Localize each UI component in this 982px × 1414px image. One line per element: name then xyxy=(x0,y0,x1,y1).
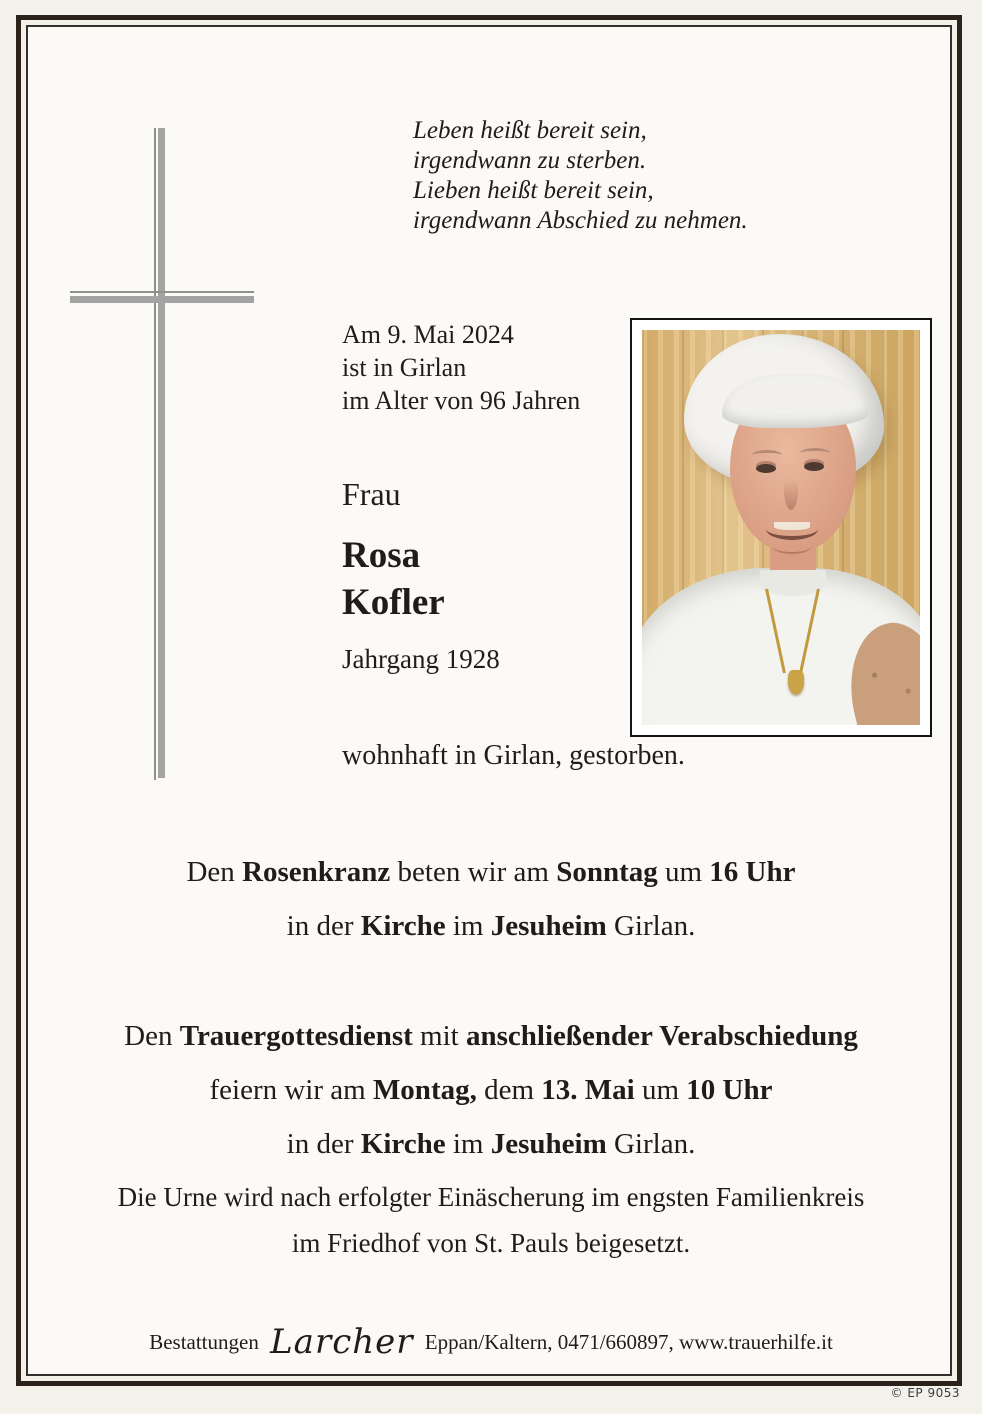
cross-horizontal-bar xyxy=(70,296,254,303)
death-announcement-intro xyxy=(342,318,580,417)
deceased-name xyxy=(342,532,445,626)
portrait-teeth xyxy=(774,522,810,530)
funeral-home-footer xyxy=(40,1322,942,1362)
poem-line: Leben heißt bereit sein, xyxy=(413,117,647,144)
urn-line-2: im Friedhof von St. Pauls beigesetzt. xyxy=(291,1228,691,1258)
deceased-last-name: Kofler xyxy=(342,582,445,623)
poem xyxy=(413,116,748,236)
deceased-first-name: Rosa xyxy=(342,535,421,576)
death-date-line: Am 9. Mai 2024 xyxy=(342,320,514,349)
cross-vertical-bar xyxy=(158,128,165,778)
cross-horizontal-thin-line xyxy=(70,291,254,293)
funeral-line-3: in der Kirche im Jesuheim Girlan. xyxy=(286,1128,696,1160)
funeral-home-label: Bestattungen xyxy=(149,1330,259,1354)
cross-vertical-thin-line xyxy=(154,128,156,780)
portrait-nose xyxy=(784,472,798,510)
portrait-right-brow xyxy=(800,448,830,458)
death-place-line: ist in Girlan xyxy=(342,353,467,382)
portrait-right-eye xyxy=(804,462,824,471)
print-copyright-code: © EP 9053 xyxy=(890,1386,960,1400)
poem-line: irgendwann Abschied zu nehmen. xyxy=(413,207,748,234)
funeral-line-2: feiern wir am Montag, dem 13. Mai um 10 Uhr xyxy=(209,1074,773,1106)
portrait-pendant xyxy=(788,670,804,694)
salutation: Frau xyxy=(342,476,401,512)
portrait-photo-image xyxy=(642,330,920,725)
birth-year-line: Jahrgang 1928 xyxy=(342,644,500,674)
urn-line-1: Die Urne wird nach erfolgter Einäscherung im engsten Familienkreis xyxy=(117,1182,865,1212)
portrait-left-eye xyxy=(756,464,776,473)
portrait-left-brow xyxy=(752,450,782,460)
residence-line: wohnhaft in Girlan, gestorben. xyxy=(342,740,685,771)
death-age-line: im Alter von 96 Jahren xyxy=(342,386,581,415)
portrait-chin xyxy=(772,538,812,554)
funeral-line-1: Den Trauergottesdienst mit anschließender Verabschiedung xyxy=(124,1020,858,1052)
portrait-photo xyxy=(630,318,932,737)
funeral-home-brand: Larcher xyxy=(270,1322,414,1362)
poem-line: irgendwann zu sterben. xyxy=(413,147,647,174)
poem-line: Lieben heißt bereit sein, xyxy=(413,177,654,204)
rosary-line-2: in der Kirche im Jesuheim Girlan. xyxy=(286,910,696,942)
funeral-home-details: Eppan/Kaltern, 0471/660897, www.trauerhilfe.it xyxy=(424,1330,833,1354)
rosary-line-1: Den Rosenkranz beten wir am Sonntag um 16 Uhr xyxy=(186,856,796,888)
